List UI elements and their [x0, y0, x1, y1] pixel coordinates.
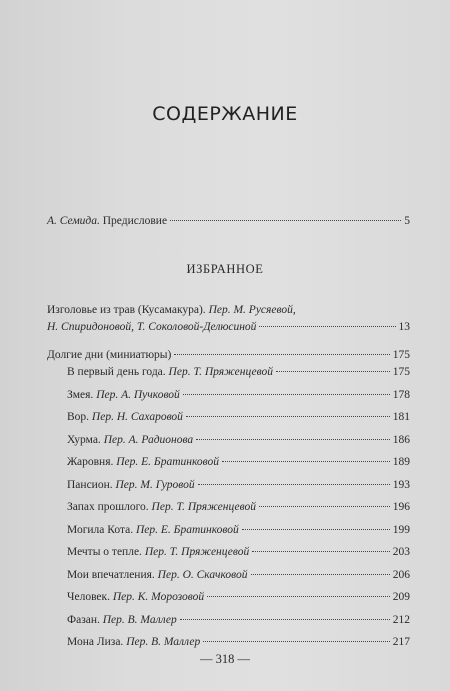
toc-entry [67, 410, 410, 424]
leader-dots [251, 574, 390, 575]
toc-entry [67, 545, 410, 559]
entry-translator: Пер. Т. Пряженцевой [151, 501, 256, 513]
page-number: 196 [392, 501, 410, 513]
page-number: 189 [392, 456, 410, 468]
toc-entry [67, 365, 410, 379]
entry-title: Запах прошлого. [67, 501, 149, 513]
page-number: 175 [392, 349, 410, 361]
entry-translator: Пер. А. Радионова [103, 433, 194, 446]
page-number: 206 [392, 568, 410, 581]
leader-dots [186, 416, 390, 417]
toc-entry [67, 388, 410, 402]
entry-translator: Пер. Н. Сахаровой [91, 411, 183, 423]
leader-dots [180, 619, 390, 620]
entry-title: Долгие дни (миниатюры) [47, 349, 172, 361]
page-number: 181 [392, 411, 410, 423]
leader-dots [196, 439, 390, 440]
leader-dots [276, 371, 390, 372]
toc-entry-kusamakura-line2 [47, 320, 410, 334]
page-number: 212 [392, 613, 410, 626]
toc-entry [67, 613, 410, 627]
page-number: 13 [398, 321, 410, 333]
entry-title: Мои впечатления. [67, 568, 155, 581]
entry-title: Мечты о тепле. [67, 546, 142, 558]
toc-entry [67, 478, 410, 492]
entry-title: Хурма. [67, 433, 101, 446]
entry-title: Изголовье из трав (Кусамакура). [47, 304, 206, 316]
page-number: 203 [392, 546, 410, 558]
entry-title: Фазан. [67, 613, 100, 626]
page-number: 199 [392, 523, 410, 536]
toc-entry [67, 568, 410, 582]
leader-dots [252, 551, 390, 552]
page-number: 5 [404, 215, 410, 227]
entry-title: В первый день года. [67, 366, 166, 378]
leader-dots [174, 354, 389, 355]
toc-entry [67, 500, 410, 514]
section-title: ИЗБРАННОЕ [186, 262, 264, 276]
entry-translator: Пер. М. Русяевой, [208, 304, 296, 316]
toc-entry-preface [47, 214, 410, 228]
preface-author: А. Семида. [47, 215, 100, 227]
entry-title: Змея. [67, 388, 94, 401]
entry-title: Мона Лиза. [67, 636, 124, 648]
page-number: 193 [392, 478, 410, 491]
page-title: СОДЕРЖАНИЕ [152, 103, 298, 125]
entry-translator: Пер. М. Гуровой [115, 478, 195, 491]
page-number: 178 [392, 388, 410, 401]
entry-translator: Пер. О. Скачковой [157, 568, 248, 581]
entry-title: Человек. [67, 591, 110, 603]
toc-entry-kusamakura-line1 [47, 303, 296, 317]
page-footer-number: — 318 — [200, 652, 250, 666]
page-number: 175 [392, 366, 410, 378]
entry-translator: Пер. К. Морозовой [112, 591, 205, 603]
toc-entry [67, 590, 410, 604]
toc-entry [67, 433, 410, 447]
entry-title: Могила Кота. [67, 523, 134, 536]
page-number: 186 [392, 433, 410, 446]
entry-translator: Пер. В. Маллер [102, 613, 177, 626]
entry-translator: Пер. Е. Братинковой [116, 456, 220, 468]
entry-translator: Н. Спиридоновой, Т. Соколовой-Делюсиной [47, 321, 257, 333]
page-number: 209 [392, 591, 410, 603]
entry-title: Пансион. [67, 478, 113, 491]
toc-entry [67, 635, 410, 649]
toc-entry-long-days [47, 348, 410, 362]
entry-title: Вор. [67, 411, 90, 423]
leader-dots [259, 506, 390, 507]
leader-dots [207, 596, 390, 597]
entry-translator: Пер. Т. Пряженцевой [144, 546, 250, 558]
entry-translator: Пер. А. Пучковой [96, 388, 180, 401]
leader-dots [259, 326, 395, 327]
page-number: 217 [392, 636, 410, 648]
leader-dots [222, 461, 390, 462]
preface-title: Предисловие [102, 215, 168, 227]
leader-dots [183, 394, 390, 395]
entry-title: Жаровня. [67, 456, 114, 468]
leader-dots [170, 220, 401, 221]
leader-dots [203, 641, 390, 642]
toc-entry [67, 455, 410, 469]
entry-translator: Пер. Т. Пряженцевой [168, 366, 273, 378]
toc-entry [67, 523, 410, 537]
entry-translator: Пер. В. Маллер [126, 636, 201, 648]
leader-dots [198, 484, 390, 485]
entry-translator: Пер. Е. Братинковой [136, 523, 239, 536]
leader-dots [242, 529, 390, 530]
